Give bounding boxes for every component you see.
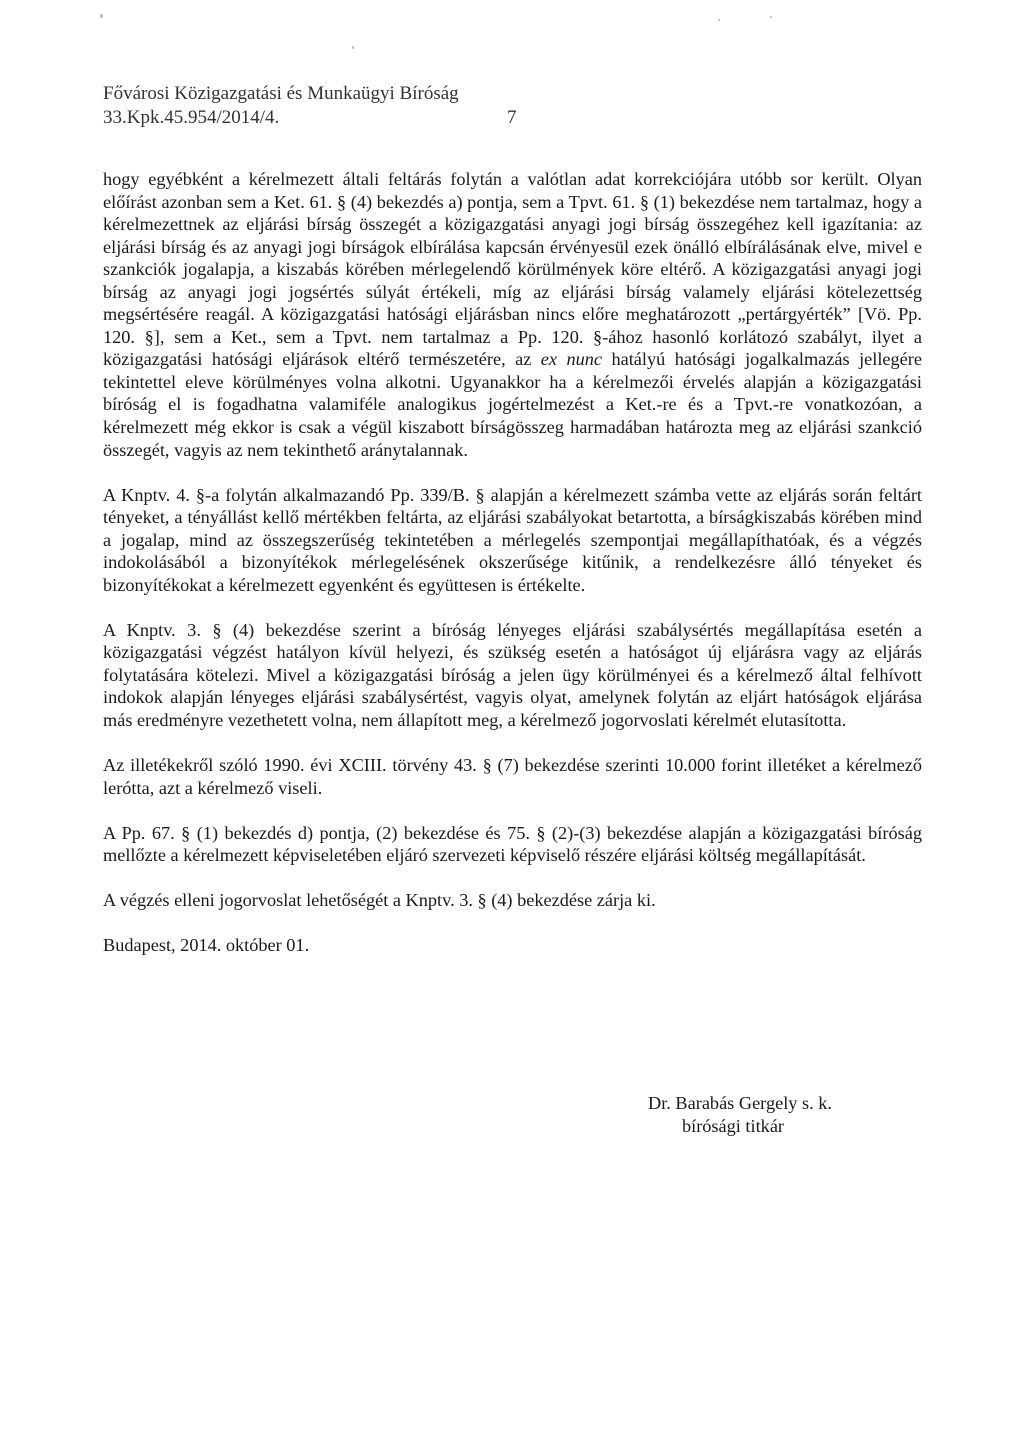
scan-speck	[718, 19, 720, 21]
document-body	[103, 168, 922, 979]
paragraph-1-text-a: hogy egyébként a kérelmezett általi feltárás folytán a valótlan adat korrekciójára utóbb sor került. Olyan előírást azonban sem a Ket. 61. § (4) bekezdés a) pontja, sem a Tpvt. 61. § (1) bekezdése nem tartalmaz, hogy a kérelmezettnek az eljárási bírság összegét a közigazgatási anyagi jogi bírság összegéhez kell igazítania: az eljárási bírság és az anyagi jogi bírságok elbírálása kapcsán érvényesül ezek önálló elbírálásának elve, mivel e szankciók jogalapja, a kiszabás körében mérlegelendő körülmények köre eltérő. A közigazgatási anyagi jogi bírság az anyagi jogi jogsértés súlyát értékeli, míg az eljárási bírság valamely eljárási kötelezettség megsértésére reagál. A közigazgatási hatósági eljárásban nincs előre meghatározott „pertárgyérték” [Vö. Pp. 120. §], sem a Ket., sem a Tpvt. nem tartalmaz a Pp. 120. §-ához hasonló korlátozó szabályt, ilyet a közigazgatási hatósági eljárások eltérő természetére, az	[103, 169, 922, 370]
court-name: Fővárosi Közigazgatási és Munkaügyi Bíróság	[103, 83, 459, 104]
paragraph-1-text-b: hatályú hatósági jogalkalmazás jellegére tekintettel eleve körülményes volna alkotni. Ugyanakkor ha a kérelmezői érvelés alapján a közigazgatási bíróság el is fogadhatna valamiféle analogikus jogértelmezést a Ket.-re és a Tpvt.-re vonatkozóan, a kérelmezett még ekkor is csak a végül kiszabott bírságösszeg harmadában határozta meg az eljárási szankció összegét, vagyis az nem tekinthető aránytalannak.	[103, 349, 922, 460]
paragraph-5: A Pp. 67. § (1) bekezdés d) pontja, (2) bekezdése és 75. § (2)-(3) bekezdése alapján a közigazgatási bíróság mellőzte a kérelmezett képviseletében eljáró szervezeti képviselő részére eljárási költség megállapítását.	[103, 822, 922, 866]
document-header	[103, 82, 517, 130]
scan-speck	[100, 14, 103, 18]
paragraph-1	[103, 168, 922, 461]
paragraph-2: A Knptv. 4. §-a folytán alkalmazandó Pp. 339/B. § alapján a kérelmezett számba vette az eljárás során feltárt tényeket, a tényállást kellő mértékben feltárta, az eljárási szabályokat betartotta, a bírságkiszabás körében mind a jogalap, mind az összegszerűség tekintetében a mérlegelés szempontjai megállapíthatóak, és a végzés indokolásából a bizonyítékok mérlegelésének okszerűsége kitűnik, a rendelkezésre álló tényeket és bizonyítékokat a kérelmezett egyenként és együttesen is értékelte.	[103, 484, 922, 595]
paragraph-1-emphasis: ex nunc	[540, 349, 603, 370]
signature-block	[648, 1092, 832, 1138]
signatory-title: bírósági titkár	[681, 1116, 785, 1136]
scan-speck	[770, 16, 772, 18]
paragraph-4: Az illetékekről szóló 1990. évi XCIII. törvény 43. § (7) bekezdése szerinti 10.000 forint illetéket a kérelmező lerótta, azt a kérelmező viseli.	[103, 755, 922, 798]
page-number: 7	[507, 107, 517, 128]
scan-speck	[352, 46, 354, 49]
place-date: Budapest, 2014. október 01.	[103, 935, 310, 956]
case-number: 33.Kpk.45.954/2014/4.	[103, 107, 280, 128]
signatory-name: Dr. Barabás Gergely s. k.	[648, 1093, 832, 1113]
paragraph-3: A Knptv. 3. § (4) bekezdése szerint a bíróság lényeges eljárási szabálysértés megállapítása esetén a közigazgatási végzést hatályon kívül helyezi, és szükség esetén a hatóságot új eljárásra vagy az eljárás folytatására kötelezi. Mivel a közigazgatási bíróság a jelen ügy körülményei és a kérelmező által felhívott indokok alapján lényeges eljárási szabálysértést, vagyis olyat, amelynek folytán az eljárt hatóságok eljárása más eredményre vezethetett volna, nem állapított meg, a kérelmező jogorvoslati kérelmét elutasította.	[103, 619, 922, 731]
paragraph-6: A végzés elleni jogorvoslat lehetőségét a Knptv. 3. § (4) bekezdése zárja ki.	[103, 890, 656, 911]
